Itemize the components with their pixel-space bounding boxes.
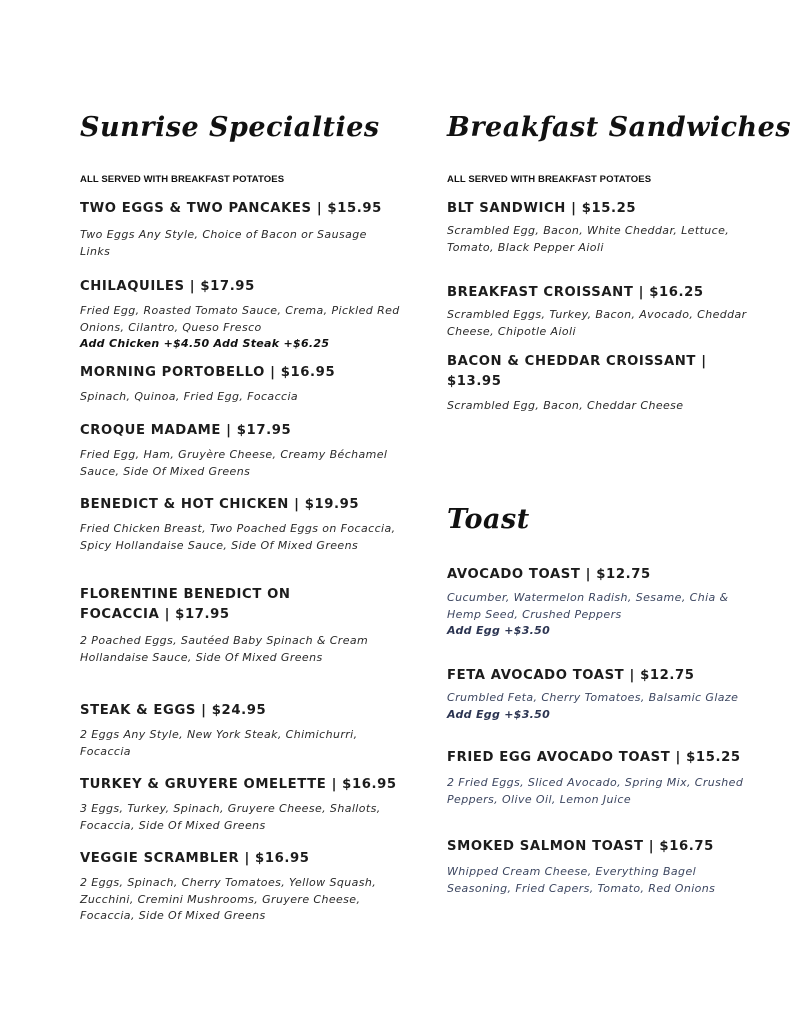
item-description: Two Eggs Any Style, Choice of Bacon or Sausage Links	[80, 228, 367, 258]
section-heading: Sunrise Specialties	[80, 112, 380, 143]
item-title: BENEDICT & HOT CHICKEN | $19.95	[80, 497, 360, 512]
item-addon: Add Egg +$3.50	[447, 707, 551, 721]
item-description: Scrambled Eggs, Turkey, Bacon, Avocado, Cheddar Cheese, Chipotle Aioli	[447, 308, 747, 338]
item-title: AVOCADO TOAST | $12.75	[447, 567, 651, 582]
item-title: VEGGIE SCRAMBLER | $16.95	[80, 851, 310, 866]
item-title: STEAK & EGGS | $24.95	[80, 703, 267, 718]
menu-item	[447, 199, 747, 256]
menu-item	[80, 495, 400, 554]
section-subhead: ALL SERVED WITH BREAKFAST POTATOES	[447, 174, 652, 185]
item-description: Scrambled Egg, Bacon, White Cheddar, Lettuce, Tomato, Black Pepper Aioli	[447, 224, 730, 254]
item-title: CROQUE MADAME | $17.95	[80, 423, 292, 438]
item-title: BACON & CHEDDAR CROISSANT | $13.95	[447, 354, 707, 389]
item-description: Scrambled Egg, Bacon, Cheddar Cheese	[447, 399, 684, 412]
item-title: BREAKFAST CROISSANT | $16.25	[447, 285, 704, 300]
menu-item	[447, 837, 747, 897]
item-description: Whipped Cream Cheese, Everything Bagel Seasoning, Fried Capers, Tomato, Red Onions	[447, 865, 716, 895]
item-description: 2 Poached Eggs, Sautéed Baby Spinach & Cream Hollandaise Sauce, Side Of Mixed Greens	[80, 634, 369, 664]
item-description: 3 Eggs, Turkey, Spinach, Gruyere Cheese, Shallots, Focaccia, Side Of Mixed Greens	[80, 802, 381, 832]
menu-item	[447, 352, 717, 415]
section-heading: Toast	[447, 504, 530, 535]
section-subhead: ALL SERVED WITH BREAKFAST POTATOES	[80, 174, 285, 185]
item-title: SMOKED SALMON TOAST | $16.75	[447, 839, 714, 854]
menu-item	[447, 283, 747, 340]
item-title: TWO EGGS & TWO PANCAKES | $15.95	[80, 201, 382, 216]
menu-item	[80, 701, 400, 760]
item-title: FETA AVOCADO TOAST | $12.75	[447, 668, 695, 683]
menu-item	[80, 585, 300, 625]
item-description: Fried Chicken Breast, Two Poached Eggs on Focaccia, Spicy Hollandaise Sauce, Side Of Mixed Greens	[80, 522, 396, 552]
item-description: 2 Fried Eggs, Sliced Avocado, Spring Mix, Crushed Peppers, Olive Oil, Lemon Juice	[447, 776, 744, 806]
menu-item	[80, 199, 400, 260]
item-addon: Add Chicken +$4.50 Add Steak +$6.25	[80, 337, 330, 350]
item-description: 2 Eggs Any Style, New York Steak, Chimichurri, Focaccia	[80, 728, 358, 758]
item-title: FLORENTINE BENEDICT ON FOCACCIA | $17.95	[80, 587, 291, 622]
menu-item	[447, 565, 747, 640]
item-description: 2 Eggs, Spinach, Cherry Tomatoes, Yellow Squash, Zucchini, Cremini Mushrooms, Gruyere Cheese, Focaccia, Side Of Mixed Greens	[80, 876, 377, 922]
menu-item	[447, 748, 747, 808]
item-title: TURKEY & GRUYERE OMELETTE | $16.95	[80, 777, 397, 792]
item-title: MORNING PORTOBELLO | $16.95	[80, 365, 336, 380]
menu-item	[80, 421, 400, 480]
item-description: Cucumber, Watermelon Radish, Sesame, Chia & Hemp Seed, Crushed Peppers	[447, 591, 729, 621]
item-title: CHILAQUILES | $17.95	[80, 279, 255, 294]
menu-item	[80, 277, 400, 353]
item-description: Fried Egg, Roasted Tomato Sauce, Crema, Pickled Red Onions, Cilantro, Queso Fresco	[80, 304, 400, 334]
menu-item	[80, 849, 400, 925]
item-description: Crumbled Feta, Cherry Tomatoes, Balsamic Glaze Add Egg +$3.50	[447, 691, 739, 721]
item-description: Spinach, Quinoa, Fried Egg, Focaccia	[80, 390, 299, 403]
section-heading: Breakfast Sandwiches	[447, 112, 791, 143]
item-title: FRIED EGG AVOCADO TOAST | $15.25	[447, 750, 741, 765]
item-addon: Add Egg +$3.50	[447, 624, 551, 637]
menu-item	[80, 363, 400, 406]
menu-item-description	[80, 633, 400, 666]
item-title: BLT SANDWICH | $15.25	[447, 201, 637, 216]
menu-item	[447, 666, 747, 723]
menu-item	[80, 775, 400, 834]
item-description: Fried Egg, Ham, Gruyère Cheese, Creamy Béchamel Sauce, Side Of Mixed Greens	[80, 448, 388, 478]
